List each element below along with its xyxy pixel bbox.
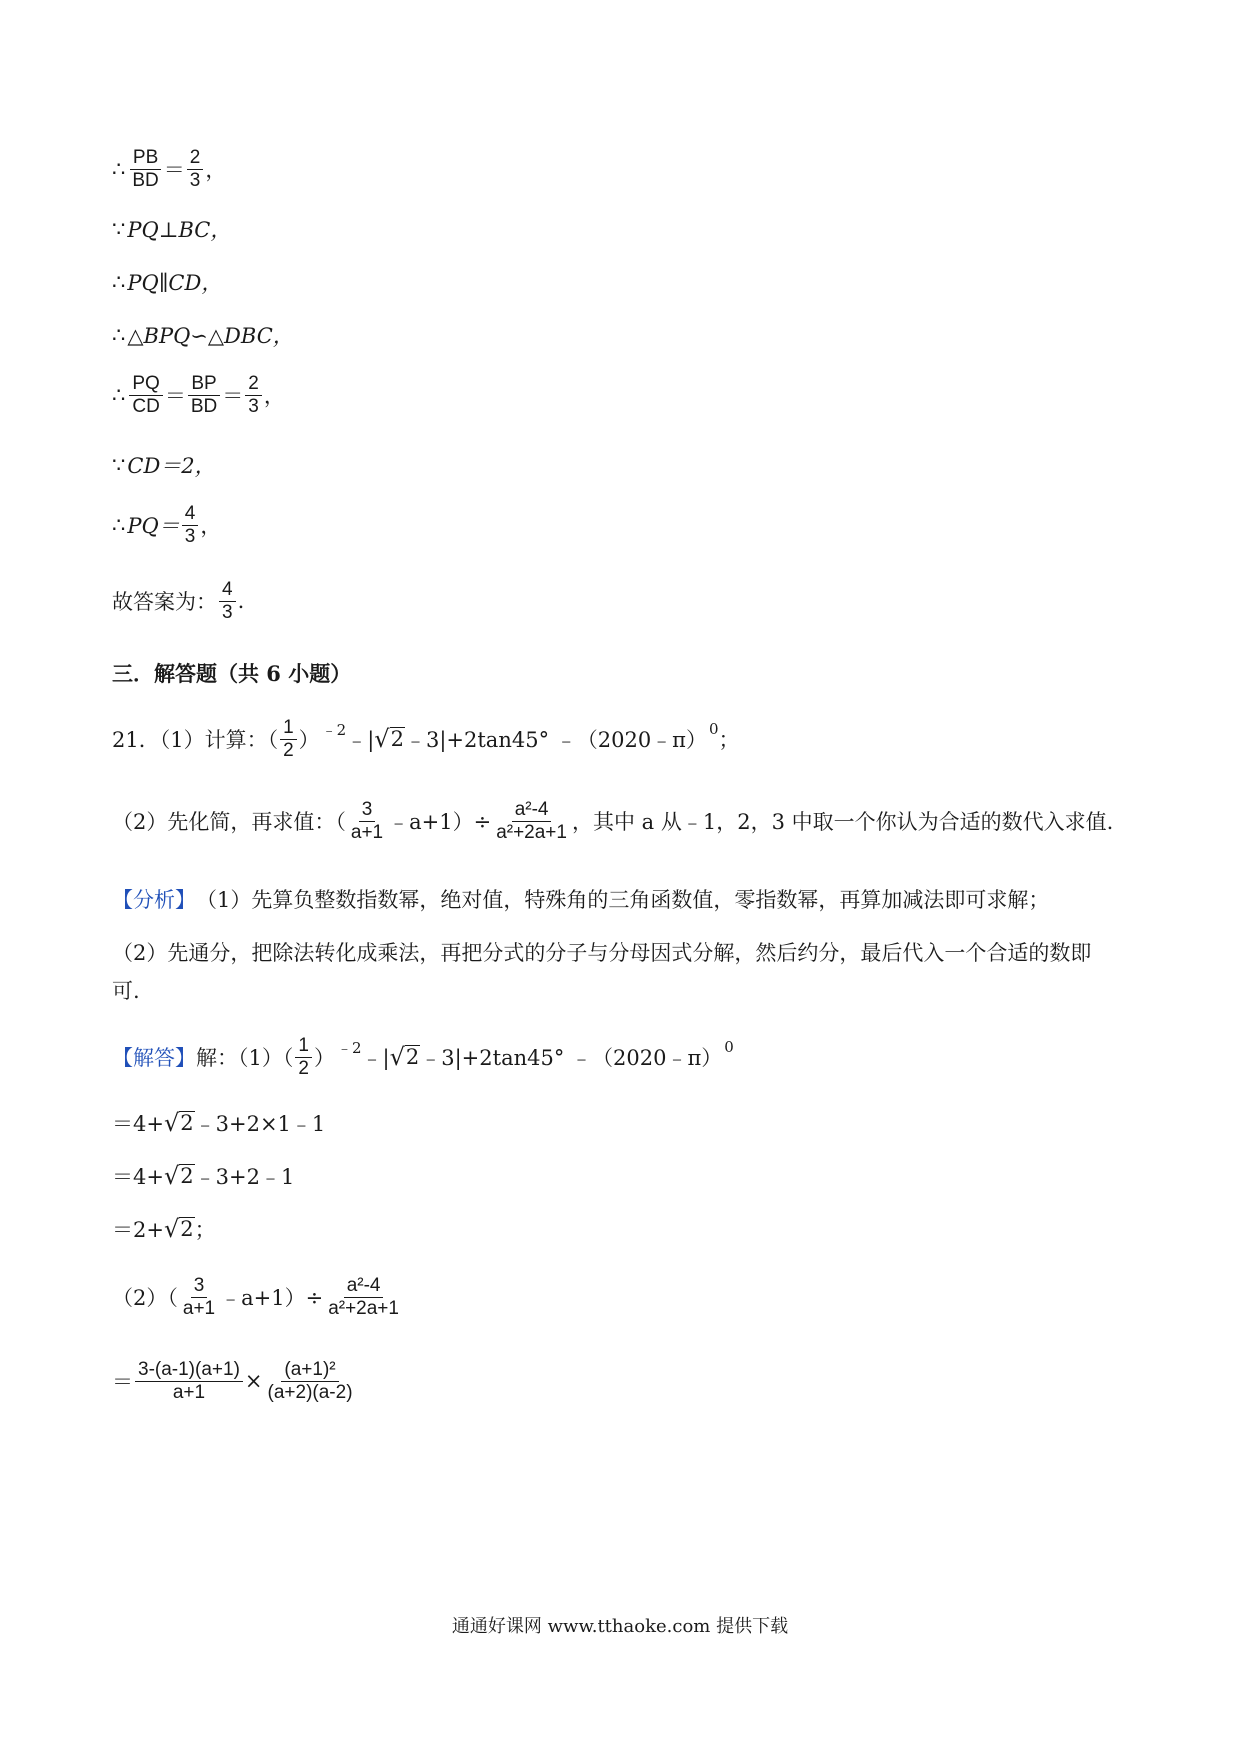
therefore-symbol: ∴ — [112, 383, 126, 408]
analysis-tag: 【分析】 — [112, 888, 196, 912]
analysis-line-1: 【分析】 （1）先算负整数指数幂，绝对值，特殊角的三角函数值，零指数幂，再算加减法即可求解； — [112, 884, 1049, 914]
exponent: 0 — [724, 1038, 734, 1057]
section-heading: 三．解答题（共 6 小题） — [112, 661, 352, 686]
step-similar-triangles: ∴ △BPQ∽△DBC， — [112, 323, 294, 348]
fraction-2-3: $\frac{2}{3}$ — [245, 374, 262, 417]
therefore-symbol: ∴ — [112, 270, 126, 294]
answer-step-4: ＝2+ √ 2 ； — [112, 1215, 216, 1244]
answer-step-2: ＝4+ √ 2 ﹣3+2×1﹣1 — [112, 1109, 326, 1138]
step-pq-value: ∴ PQ＝ $\frac{4}{3}$ ， — [112, 503, 222, 547]
therefore-symbol: ∴ — [112, 157, 126, 182]
fraction-2-3: $\frac{2}{3}$ — [187, 148, 204, 191]
answer-step-3: ＝4+ √ 2 ﹣3+2﹣1 — [112, 1162, 295, 1191]
fraction-1-2: $\frac{1}{2}$ — [280, 718, 297, 761]
fraction-numerator-expression: $\frac{3-(a-1)(a+1)}{a+1}$ — [135, 1360, 243, 1403]
therefore-symbol: ∴ — [112, 323, 126, 347]
fraction-1-2: $\frac{1}{2}$ — [295, 1036, 312, 1079]
analysis-line-2: （2）先通分，把除法转化成乘法，再把分式的分子与分母因式分解，然后约分，最后代入一个合适的数即 — [112, 941, 1092, 965]
fraction-4-3: $\frac{4}{3}$ — [182, 504, 199, 547]
final-answer: 故答案为： $\frac{4}{3}$ . — [112, 579, 245, 623]
exponent: ﹣2 — [336, 1038, 362, 1057]
sqrt-2: √ 2 — [389, 1043, 420, 1072]
step-pq-perp-bc: ∵ PQ⊥BC， — [112, 217, 232, 242]
question-21-part-1: 21．（1）计算：（ $\frac{1}{2}$ ） ﹣2 ﹣| √ 2 ﹣3|+2tan45° ﹣（2020﹣π） 0 ； — [112, 717, 740, 761]
fraction-factored: $\frac{\text{(a+1)²}}{(a+2)(a-2)}$ — [267, 1359, 353, 1403]
sqrt-2: √ 2 — [374, 725, 404, 754]
because-symbol: ∵ — [112, 217, 126, 241]
answer-step-6: ＝ $\frac{3-(a-1)(a+1)}{a+1}$ × $\frac{\text{(a+1)²}}{(a+2)(a-2)}$ — [112, 1360, 358, 1403]
fraction-bp-bd: $\frac{BP}{BD}$ — [188, 374, 220, 417]
step-cd-equals-2: ∵ CD＝2， — [112, 453, 216, 478]
step-pq-parallel-cd: ∴ PQ∥CD， — [112, 270, 223, 295]
question-21-part-2: （2）先化简，再求值：（ $\frac{3}{a+1}$ ﹣a+1）÷ $\frac{\text{a²-4}}{\text{a²+2a+1}}$ ，其中 a 从﹣1，2，3 中取一个你认为合适的数代入求值. — [112, 799, 1114, 843]
fraction-pb-bd: $\frac{PB}{BD}$ — [129, 148, 161, 191]
fraction-pq-cd: $\frac{PQ}{CD}$ — [129, 374, 162, 417]
sqrt-2: √ 2 — [163, 1162, 194, 1191]
step-pb-bd-ratio: ∴ $\frac{PB}{BD}$ ＝ $\frac{2}{3}$ ， — [112, 147, 227, 191]
step-proportion: ∴ $\frac{PQ}{CD}$ ＝ $\frac{BP}{BD}$ ＝ $\frac{2}{3}$ ， — [112, 373, 285, 417]
fraction-4-3: $\frac{4}{3}$ — [219, 580, 236, 623]
therefore-symbol: ∴ — [112, 513, 126, 538]
fraction-a2-minus-4: $\frac{\text{a²-4}}{\text{a²+2a+1}}$ — [496, 799, 567, 843]
fraction-a2-minus-4: $\frac{\text{a²-4}}{\text{a²+2a+1}}$ — [328, 1275, 399, 1319]
exponent: 0 — [709, 720, 719, 739]
fraction-3-over-a-plus-1: $\frac{3}{a+1}$ — [350, 799, 384, 843]
sqrt-2: √ 2 — [163, 1109, 194, 1138]
sqrt-2: √ 2 — [163, 1215, 194, 1244]
because-symbol: ∵ — [112, 453, 126, 477]
answer-tag: 【解答】 — [112, 1046, 196, 1071]
analysis-line-3: 可. — [112, 979, 140, 1003]
exponent: ﹣2 — [321, 720, 347, 739]
answer-part-2: （2）（ $\frac{3}{a+1}$ ﹣a+1）÷ $\frac{\text{a²-4}}{\text{a²+2a+1}}$ — [112, 1276, 404, 1319]
fraction-3-over-a-plus-1: $\frac{3}{a+1}$ — [182, 1275, 216, 1319]
answer-part-1: 【解答】 解：（1）（ $\frac{1}{2}$ ） ﹣2 ﹣| √ 2 ﹣3|+2tan45° ﹣（2020﹣π） 0 — [112, 1035, 734, 1079]
page-footer: 通通好课网 www.tthaoke.com 提供下载 — [451, 1616, 789, 1637]
